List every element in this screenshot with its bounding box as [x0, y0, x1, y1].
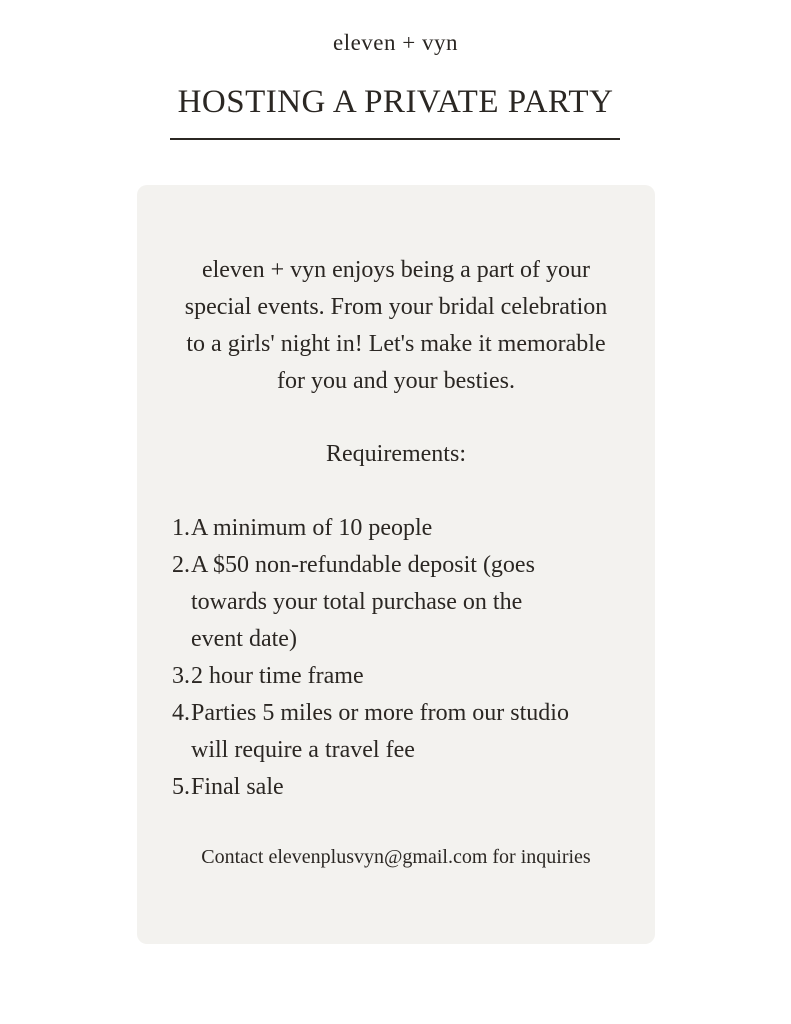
intro-line: to a girls' night in! Let's make it memorable — [186, 331, 606, 357]
requirement-number: 2. — [172, 552, 190, 578]
intro-line: special events. From your bridal celebration — [184, 294, 608, 320]
requirement-number: 5. — [172, 774, 190, 800]
requirements-heading: Requirements: — [326, 441, 466, 467]
requirement-text: Parties 5 miles or more from our studio — [191, 700, 569, 726]
requirement-text: A minimum of 10 people — [191, 515, 433, 541]
requirement-item — [168, 769, 648, 806]
requirement-item — [168, 547, 648, 658]
contact-line: Contact elevenplusvyn@gmail.com for inquiries — [201, 846, 591, 868]
intro-line: eleven + vyn enjoys being a part of your — [201, 257, 591, 283]
requirement-text: 2 hour time frame — [191, 663, 364, 689]
brand-name: eleven + vyn — [333, 30, 458, 55]
requirement-number: 1. — [172, 515, 190, 541]
requirements-list — [168, 510, 648, 806]
page-title: HOSTING A PRIVATE PARTY — [177, 84, 614, 120]
intro-paragraph — [137, 252, 655, 400]
requirement-text: towards your total purchase on the — [191, 589, 523, 615]
requirement-item — [168, 658, 648, 695]
requirement-text: Final sale — [191, 774, 284, 800]
requirement-item — [168, 695, 648, 769]
requirement-number: 3. — [172, 663, 190, 689]
requirement-text: A $50 non-refundable deposit (goes — [191, 552, 535, 578]
requirement-text: will require a travel fee — [191, 737, 415, 763]
requirement-item — [168, 510, 648, 547]
title-divider — [170, 138, 620, 140]
requirement-text: event date) — [191, 626, 297, 652]
intro-line: for you and your besties. — [277, 368, 515, 394]
requirement-number: 4. — [172, 700, 190, 726]
